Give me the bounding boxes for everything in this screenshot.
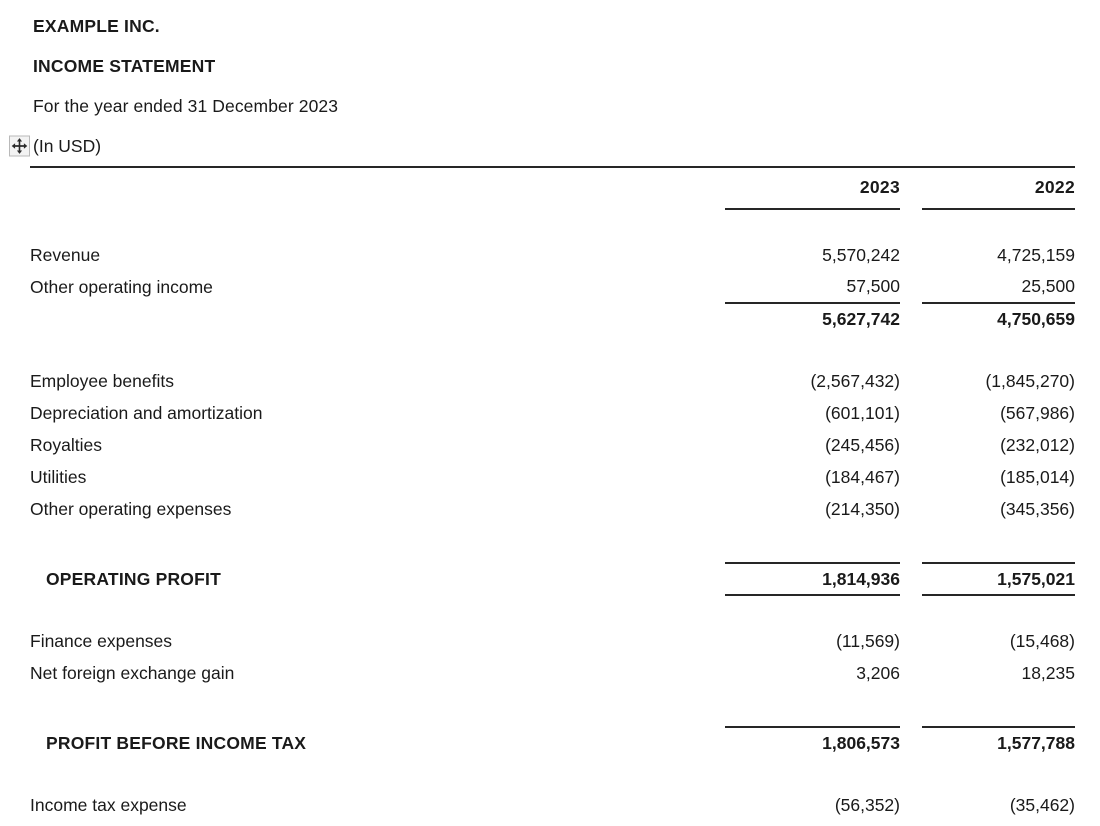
units-line xyxy=(33,126,1100,166)
row-gap xyxy=(900,625,922,657)
spacer-before-operating-profit xyxy=(30,525,1075,563)
row-label: Utilities xyxy=(30,466,87,487)
column-header-2023: 2023 xyxy=(725,169,900,209)
row-value-2023: (184,467) xyxy=(825,466,900,487)
spacer-cell xyxy=(725,209,900,239)
table-row xyxy=(30,239,1075,271)
row-value-2023: (11,569) xyxy=(836,630,900,651)
spacer-cell xyxy=(30,759,725,789)
row-value-2022: 18,235 xyxy=(1021,662,1075,683)
table-row-total-operating-profit xyxy=(30,563,1075,595)
row-value-2023: (245,456) xyxy=(825,434,900,455)
row-gap xyxy=(900,493,922,525)
table-row xyxy=(30,461,1075,493)
row-gap xyxy=(900,461,922,493)
spacer-after-header xyxy=(30,209,1075,239)
row-value-2023: 1,814,936 xyxy=(725,563,900,595)
row-value-2022: (345,356) xyxy=(1000,498,1075,519)
header-blank xyxy=(30,169,725,209)
row-label: OPERATING PROFIT xyxy=(46,568,221,589)
row-value-2023: (214,350) xyxy=(825,498,900,519)
row-value-2022: (15,468) xyxy=(1009,630,1075,651)
spacer-cell xyxy=(922,525,1075,563)
row-label: Depreciation and amortization xyxy=(30,402,263,423)
spacer-before-pbt xyxy=(30,689,1075,727)
row-value-2022: (1,845,270) xyxy=(985,370,1075,391)
table-row xyxy=(30,365,1075,397)
row-label: Revenue xyxy=(30,244,101,265)
row-gap xyxy=(900,429,922,461)
row-value-2022: 4,725,159 xyxy=(997,244,1075,265)
row-value-2022: (567,986) xyxy=(1000,402,1075,423)
spacer-cell xyxy=(900,689,922,727)
statement-heading xyxy=(0,0,1100,166)
row-label: Royalties xyxy=(30,434,102,455)
row-value-2023: (601,101) xyxy=(825,402,900,423)
row-value-2023: 3,206 xyxy=(856,662,900,683)
table-row xyxy=(30,625,1075,657)
row-value-2022: (185,014) xyxy=(1000,466,1075,487)
spacer-cell xyxy=(900,209,922,239)
row-gap xyxy=(900,365,922,397)
company-name: EXAMPLE INC. xyxy=(33,16,160,36)
spacer-cell xyxy=(900,595,922,625)
statement-title: INCOME STATEMENT xyxy=(33,56,216,76)
spacer-cell xyxy=(30,335,725,365)
row-gap xyxy=(900,239,922,271)
table-row xyxy=(30,493,1075,525)
spacer-cell xyxy=(725,759,900,789)
move-cursor-icon[interactable] xyxy=(9,136,30,157)
row-value-2022: (35,462) xyxy=(1009,794,1075,815)
row-value-2023: 1,806,573 xyxy=(725,727,900,759)
row-gap xyxy=(900,397,922,429)
row-label xyxy=(30,303,725,335)
row-label: Other operating expenses xyxy=(30,498,232,519)
statement-period: For the year ended 31 December 2023 xyxy=(33,96,339,116)
table-row-total-profit-before-tax xyxy=(30,727,1075,759)
table-header-row xyxy=(30,169,1075,209)
spacer-cell xyxy=(30,209,725,239)
row-value-2022: (232,012) xyxy=(1000,434,1075,455)
spacer-cell xyxy=(30,525,725,563)
row-value-2022: 25,500 xyxy=(922,271,1075,303)
table-row-subtotal xyxy=(30,303,1075,335)
row-label: Finance expenses xyxy=(30,630,173,651)
row-label: Other operating income xyxy=(30,276,213,297)
row-value-2022: 1,575,021 xyxy=(922,563,1075,595)
spacer-cell xyxy=(30,595,725,625)
spacer-before-tax xyxy=(30,759,1075,789)
row-label: Income tax expense xyxy=(30,794,187,815)
row-gap xyxy=(900,657,922,689)
row-label: Employee benefits xyxy=(30,370,174,391)
row-label: Net foreign exchange gain xyxy=(30,662,235,683)
spacer-cell xyxy=(922,209,1075,239)
table-row xyxy=(30,397,1075,429)
row-label: PROFIT BEFORE INCOME TAX xyxy=(46,732,307,753)
column-header-2022: 2022 xyxy=(922,169,1075,209)
spacer-cell xyxy=(900,335,922,365)
row-value-2023: 57,500 xyxy=(725,271,900,303)
row-value-2023: (2,567,432) xyxy=(810,370,900,391)
spacer-cell xyxy=(922,595,1075,625)
spacer-before-finance xyxy=(30,595,1075,625)
spacer-cell xyxy=(922,689,1075,727)
row-gap xyxy=(900,303,922,335)
row-value-2022: 1,577,788 xyxy=(922,727,1075,759)
spacer-cell xyxy=(922,335,1075,365)
header-gap xyxy=(900,169,922,209)
row-gap xyxy=(900,727,922,759)
row-gap xyxy=(900,271,922,303)
income-statement-table xyxy=(30,166,1075,821)
spacer-cell xyxy=(900,759,922,789)
spacer-cell xyxy=(900,525,922,563)
table-row xyxy=(30,789,1075,821)
spacer-cell xyxy=(725,689,900,727)
row-value-2023: 5,570,242 xyxy=(822,244,900,265)
row-value-2022: 4,750,659 xyxy=(997,309,1075,329)
table-row xyxy=(30,429,1075,461)
row-gap xyxy=(900,789,922,821)
table-row xyxy=(30,271,1075,303)
row-gap xyxy=(900,563,922,595)
row-value-2023: 5,627,742 xyxy=(822,309,900,329)
spacer-cell xyxy=(922,759,1075,789)
units-label: (In USD) xyxy=(33,136,102,156)
spacer-cell xyxy=(725,335,900,365)
spacer-cell xyxy=(30,689,725,727)
spacer-cell xyxy=(725,595,900,625)
table-row xyxy=(30,657,1075,689)
spacer-before-expenses xyxy=(30,335,1075,365)
row-value-2023: (56,352) xyxy=(834,794,900,815)
spacer-cell xyxy=(725,525,900,563)
